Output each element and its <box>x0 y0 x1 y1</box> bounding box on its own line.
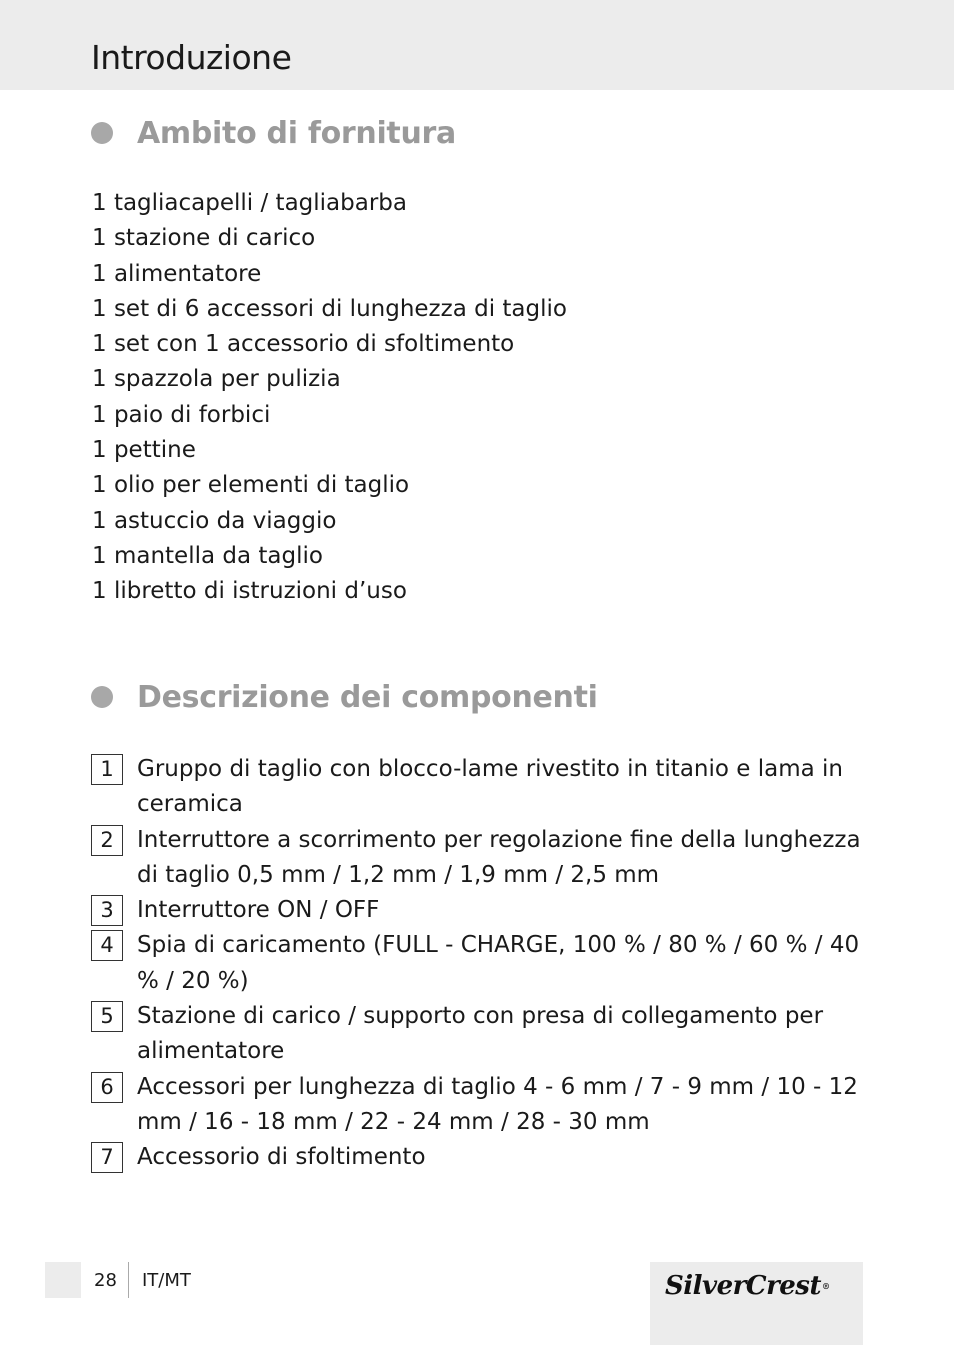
component-item <box>91 1070 871 1141</box>
list-item: 1 set con 1 accessorio di sfoltimento <box>92 331 515 358</box>
component-number: 6 <box>91 1072 123 1103</box>
footer-marker <box>45 1262 81 1298</box>
component-text: Interruttore a scorrimento per regolazione fine della lunghezza di taglio 0,5 mm / 1,2 mm / 1,9 mm / 2,5 mm <box>137 826 861 888</box>
footer-divider <box>128 1262 129 1298</box>
language-code: IT/MT <box>142 1270 191 1291</box>
supply-list <box>92 186 567 610</box>
bullet-icon <box>91 686 113 708</box>
section-heading-text: Descrizione dei componenti <box>137 679 598 715</box>
component-text: Spia di caricamento (FULL - CHARGE, 100 % / 80 % / 60 % / 40 % / 20 %) <box>137 932 860 994</box>
component-number: 5 <box>91 1001 123 1032</box>
bullet-icon <box>91 122 113 144</box>
list-item: 1 pettine <box>92 437 196 464</box>
component-text: Interruttore ON / OFF <box>137 897 380 924</box>
list-item: 1 set di 6 accessori di lunghezza di taglio <box>92 295 567 322</box>
page-title: Introduzione <box>91 38 292 77</box>
component-number: 3 <box>91 895 123 926</box>
component-item <box>91 752 871 823</box>
component-item <box>91 893 871 928</box>
component-text: Accessorio di sfoltimento <box>137 1144 426 1171</box>
component-number: 1 <box>91 754 123 785</box>
component-item <box>91 928 871 999</box>
component-item <box>91 999 871 1070</box>
list-item: 1 olio per elementi di taglio <box>92 472 410 499</box>
components-list <box>91 752 871 1176</box>
section-heading-scope <box>91 113 456 153</box>
list-item: 1 stazione di carico <box>92 225 316 252</box>
component-text: Stazione di carico / supporto con presa di collegamento per alimentatore <box>137 1003 824 1065</box>
component-number: 2 <box>91 825 123 856</box>
brand-name: SilverCrest <box>665 1271 821 1301</box>
section-heading-text: Ambito di fornitura <box>137 115 456 151</box>
list-item: 1 paio di forbici <box>92 401 271 428</box>
list-item: 1 spazzola per pulizia <box>92 366 341 393</box>
component-number: 7 <box>91 1142 123 1173</box>
registered-mark: ® <box>821 1281 830 1291</box>
section-heading-components <box>91 677 598 717</box>
list-item: 1 libretto di istruzioni d’uso <box>92 578 407 605</box>
list-item: 1 tagliacapelli / tagliabarba <box>92 190 407 216</box>
list-item: 1 alimentatore <box>92 260 262 287</box>
component-number: 4 <box>91 930 123 961</box>
component-item <box>91 1140 871 1175</box>
list-item: 1 mantella da taglio <box>92 542 323 569</box>
component-item <box>91 823 871 894</box>
component-text: Accessori per lunghezza di taglio 4 - 6 mm / 7 - 9 mm / 10 - 12 mm / 16 - 18 mm / 22 - 24 mm / 28 - 30 mm <box>137 1073 858 1135</box>
brand-logo <box>665 1268 829 1304</box>
list-item: 1 astuccio da viaggio <box>92 507 337 534</box>
component-text: Gruppo di taglio con blocco-lame rivestito in titanio e lama in ceramica <box>137 756 843 818</box>
page-number: 28 <box>94 1270 117 1291</box>
